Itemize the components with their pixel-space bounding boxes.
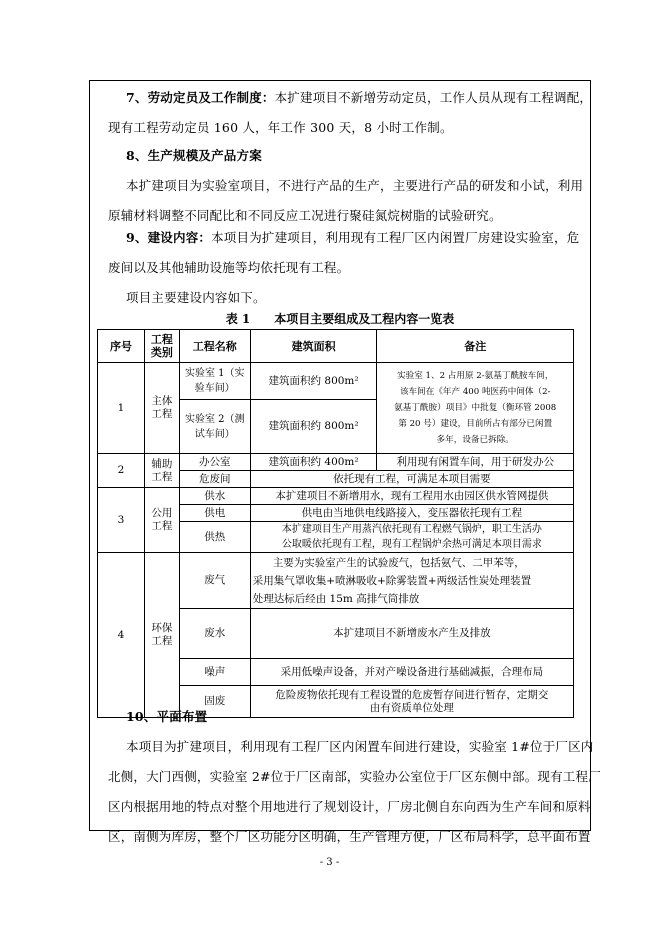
row3-heat-desc: 本扩建项目生产用蒸汽依托现有工程燃气锅炉，职工生活办 公取暖依托现有工程，现有工程锅炉余热可满足本项目需求	[250, 522, 573, 553]
table-row	[98, 553, 574, 609]
row4-solid: 固废	[179, 686, 250, 718]
row4-no: 4	[98, 553, 145, 718]
header-no: 序号	[98, 330, 145, 363]
table-row	[98, 488, 574, 505]
section-7-heading: 7、劳动定员及工作制度：	[126, 90, 275, 105]
table-row	[98, 363, 574, 400]
section-8-heading: 8、生产规模及产品方案	[126, 148, 262, 163]
row4-gas: 废气	[179, 553, 250, 609]
row4-noise-desc: 采用低噪声设备，并对产噪设备进行基础减振，合理布局	[250, 659, 573, 686]
row3-water-desc: 本扩建项目不新增用水，现有工程用水由园区供水管网提供	[250, 488, 573, 505]
section-9-heading: 9、建设内容：	[126, 230, 212, 245]
row2-office: 办公室	[179, 454, 250, 471]
row4-category: 环保 工程	[144, 553, 179, 718]
section-10	[108, 702, 601, 852]
row1-lab1-name: 实验室 1（实 验车间）	[179, 363, 250, 400]
row2-office-area: 建筑面积约 400m²	[250, 454, 377, 471]
section-9	[108, 223, 592, 313]
section-10-line1: 本项目为扩建项目，利用现有工程厂区内闲置车间进行建设，实验室 1#位于厂区内	[126, 739, 594, 754]
row2-no: 2	[98, 454, 145, 488]
row2-office-note: 利用现有闲置车间，用于研发办公	[377, 454, 574, 471]
table-caption: 表 1 本项目主要组成及工程内容一览表	[225, 312, 455, 326]
table-header-row	[98, 330, 574, 363]
section-9-line1: 本项目为扩建项目，利用现有工程厂区内闲置厂房建设实验室，危	[211, 230, 580, 245]
row1-lab1-area: 建筑面积约 800m²	[250, 363, 377, 400]
section-8-line2: 原辅材料调整不同配比和不同反应工况进行聚硅氮烷树脂的试验研究。	[108, 208, 502, 223]
row1-note: 实验室 1、2 占用原 2-氨基丁酰胺车间， 该车间在《年产 400 吨医药中间体（2- 氨基丁酰胺）项目》中批复（衡环管 2008 第 20 号）建设，目前所占有部分已闲置 多年，设备已拆除。	[377, 363, 574, 454]
row4-solid-desc: 危险废物依托现有工程设置的危废暂存间进行暂存，定期交 由有资质单位处理	[250, 686, 573, 718]
content-frame	[89, 80, 601, 844]
page-number: - 3 -	[319, 857, 340, 868]
row1-no: 1	[98, 363, 145, 454]
row2-hazwaste: 危废间	[179, 471, 250, 488]
section-7-line2: 现有工程劳动定员 160 人，年工作 300 天，8 小时工作制。	[108, 120, 453, 135]
section-9-line2: 废间以及其他辅助设施等均依托现有工程。	[108, 260, 350, 275]
row1-category: 主体 工程	[144, 363, 179, 454]
table-row	[98, 454, 574, 471]
row3-power-desc: 供电由当地供电线路接入，变压器依托现有工程	[250, 505, 573, 522]
row4-noise: 噪声	[179, 659, 250, 686]
row3-no: 3	[98, 488, 145, 553]
section-10-line3: 区内根据用地的特点对整个用地进行了规划设计，厂房北侧自东向西为生产车间和原料	[108, 799, 591, 814]
section-10-line2: 北侧，大门西侧，实验室 2#位于厂区南部，实验办公室位于厂区东侧中部。现有工程厂	[108, 769, 601, 784]
row3-category: 公用 工程	[144, 488, 179, 553]
section-7-line1: 本扩建项目不新增劳动定员，工作人员从现有工程调配，	[274, 90, 593, 105]
header-name: 工程名称	[179, 330, 250, 363]
header-remark: 备注	[377, 330, 574, 363]
row3-heat: 供热	[179, 522, 250, 553]
row3-power: 供电	[179, 505, 250, 522]
header-area: 建筑面积	[250, 330, 377, 363]
section-8	[108, 141, 592, 231]
project-table	[97, 329, 574, 718]
row1-lab2-name: 实验室 2（测 试车间）	[179, 400, 250, 454]
section-7	[108, 83, 592, 143]
section-10-heading: 10、平面布置	[126, 709, 208, 724]
section-10-line4: 区，南侧为库房，整个厂区功能分区明确，生产管理方便，厂区布局科学，总平面布置	[108, 829, 591, 844]
section-8-line1: 本扩建项目为实验室项目，不进行产品的生产，主要进行产品的研发和小试，利用	[126, 178, 584, 193]
header-category: 工程 类别	[144, 330, 179, 363]
row4-gas-desc: 主要为实验室产生的试验废气，包括氨气、二甲苯等， 采用集气罩收集+喷淋吸收+除雾装置+两级活性炭处理装置 处理达标后经由 15m 高排气筒排放	[250, 553, 573, 609]
row4-water: 废水	[179, 609, 250, 659]
row1-lab2-area: 建筑面积约 800m²	[250, 400, 377, 454]
row3-water: 供水	[179, 488, 250, 505]
row2-category: 辅助 工程	[144, 454, 179, 488]
row2-hazwaste-desc: 依托现有工程，可满足本项目需要	[250, 471, 573, 488]
section-9-line3: 项目主要建设内容如下。	[126, 290, 266, 305]
row4-water-desc: 本扩建项目不新增废水产生及排放	[250, 609, 573, 659]
